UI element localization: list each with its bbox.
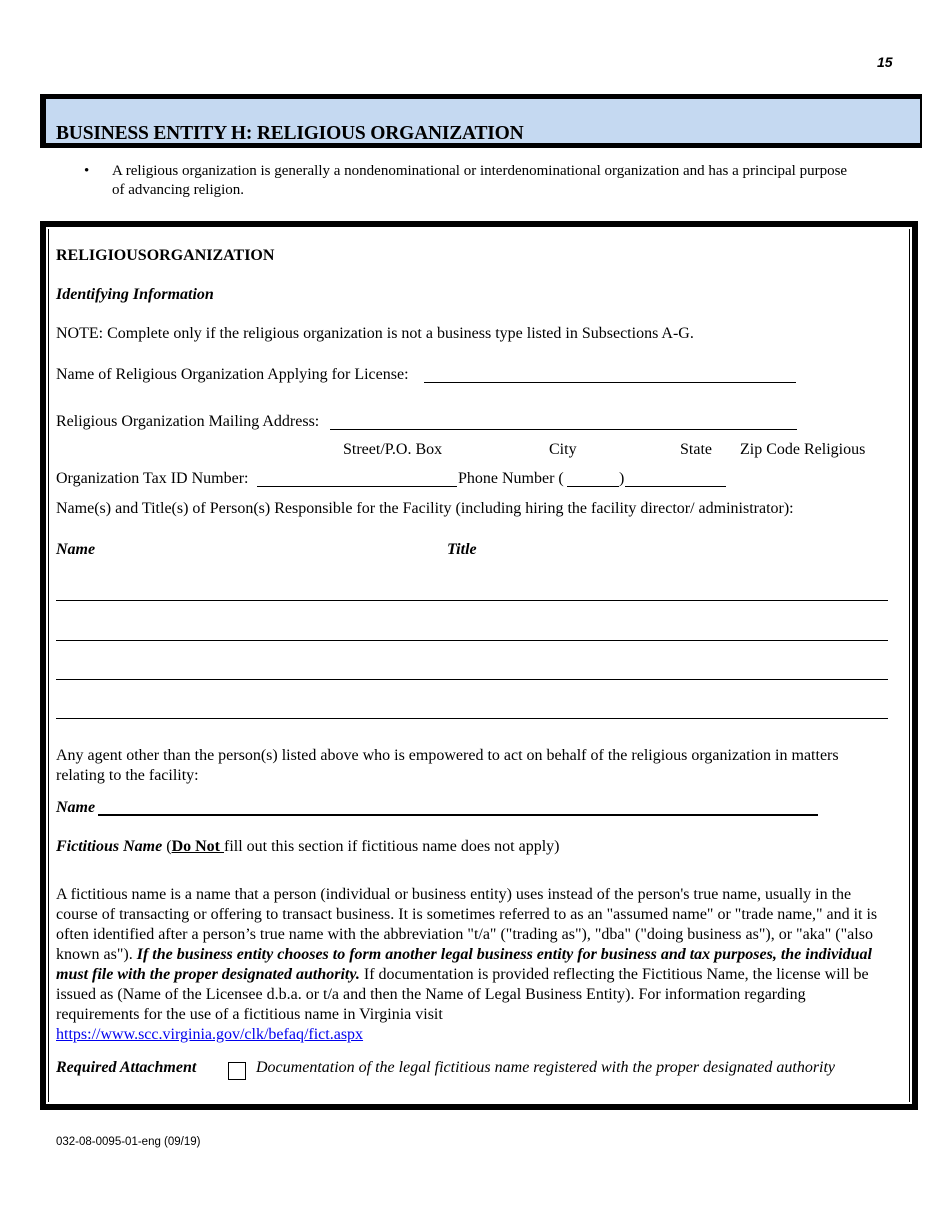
responsible-person-line-4[interactable]	[56, 718, 888, 719]
fictitious-name-link[interactable]: https://www.scc.virginia.gov/clk/befaq/fict.aspx	[56, 1026, 364, 1043]
form-inner-border-right	[909, 229, 910, 1102]
fictitious-para-bold: If the business entity chooses to form another legal business entity for business and tax purposes, the individual must file with the proper designated authority.	[56, 946, 872, 983]
required-attachment-label: Required Attachment	[56, 1059, 197, 1076]
phone-area-code-field[interactable]	[567, 486, 619, 487]
org-name-field[interactable]	[424, 382, 796, 383]
agent-text: Any agent other than the person(s) listed above who is empowered to act on behalf of the religious organization in matters relating to the facility:	[56, 747, 839, 784]
section-title: BUSINESS ENTITY H: RELIGIOUS ORGANIZATION	[56, 123, 524, 144]
fictitious-instruction: fill out this section if fictitious name does not apply)	[224, 838, 560, 855]
page-number: 15	[877, 54, 893, 70]
form-number-footer: 032-08-0095-01-eng (09/19)	[56, 1136, 201, 1148]
zip-caption: Zip Code Religious	[740, 441, 866, 458]
fictitious-name-label: Fictitious Name	[56, 838, 163, 855]
description-text: A religious organization is generally a nondenominational or interdenominational organization and has a principal purpose of advancing religion.	[112, 163, 848, 198]
do-not-emphasis: Do Not	[171, 838, 224, 855]
mailing-address-field[interactable]	[330, 429, 797, 430]
fictitious-name-explanation	[56, 885, 886, 1045]
form-inner-border-left	[48, 229, 49, 1102]
name-column-header: Name	[56, 541, 96, 558]
phone-close-paren: )	[619, 470, 625, 487]
agent-name-field[interactable]	[98, 814, 818, 816]
phone-number-field[interactable]	[625, 486, 726, 487]
title-column-header: Title	[447, 541, 477, 558]
fictitious-para-1: A fictitious name is a name that a person (individual or business entity) uses instead of the person's true name, usually in the course of transacting or offering to transact business. It is sometimes referred to as an "assumed name" or "trade name," and it is often identified after a person’s true name with the abbreviation "t/a" ("trading as"), "dba" ("doing business as"), or "aka" ("also known as").	[56, 886, 878, 963]
bullet-icon: •	[84, 163, 90, 179]
agent-name-label: Name	[56, 799, 96, 816]
street-caption: Street/P.O. Box	[343, 441, 443, 458]
responsible-person-line-3[interactable]	[56, 679, 888, 680]
fictitious-open-paren: (	[162, 838, 172, 855]
org-name-label: Name of Religious Organization Applying for License:	[56, 366, 409, 383]
tax-id-label: Organization Tax ID Number:	[56, 470, 249, 487]
identifying-info-heading: Identifying Information	[56, 286, 214, 303]
responsible-persons-label: Name(s) and Title(s) of Person(s) Responsible for the Facility (including hiring the facility director/ administrator):	[56, 500, 794, 517]
tax-id-field[interactable]	[257, 486, 457, 487]
responsible-person-line-1[interactable]	[56, 600, 888, 601]
mailing-address-label: Religious Organization Mailing Address:	[56, 413, 320, 430]
form-heading: RELIGIOUSORGANIZATION	[56, 247, 275, 264]
phone-label: Phone Number (	[458, 470, 564, 487]
documentation-checkbox[interactable]	[228, 1062, 246, 1080]
section-header	[40, 94, 922, 148]
city-caption: City	[549, 441, 577, 458]
required-attachment-text: Documentation of the legal fictitious name registered with the proper designated authority	[256, 1059, 836, 1076]
responsible-person-line-2[interactable]	[56, 640, 888, 641]
fictitious-name-line	[56, 838, 560, 856]
form-note: NOTE: Complete only if the religious organization is not a business type listed in Subsections A-G.	[56, 325, 694, 342]
fictitious-para-2: If documentation is provided reflecting the Fictitious Name, the license will be issued as (Name of the Licensee d.b.a. or t/a and then the Name of Legal Business Entity). For information regarding requirements for the use of a fictitious name in Virginia visit	[56, 966, 869, 1023]
state-caption: State	[680, 441, 712, 458]
